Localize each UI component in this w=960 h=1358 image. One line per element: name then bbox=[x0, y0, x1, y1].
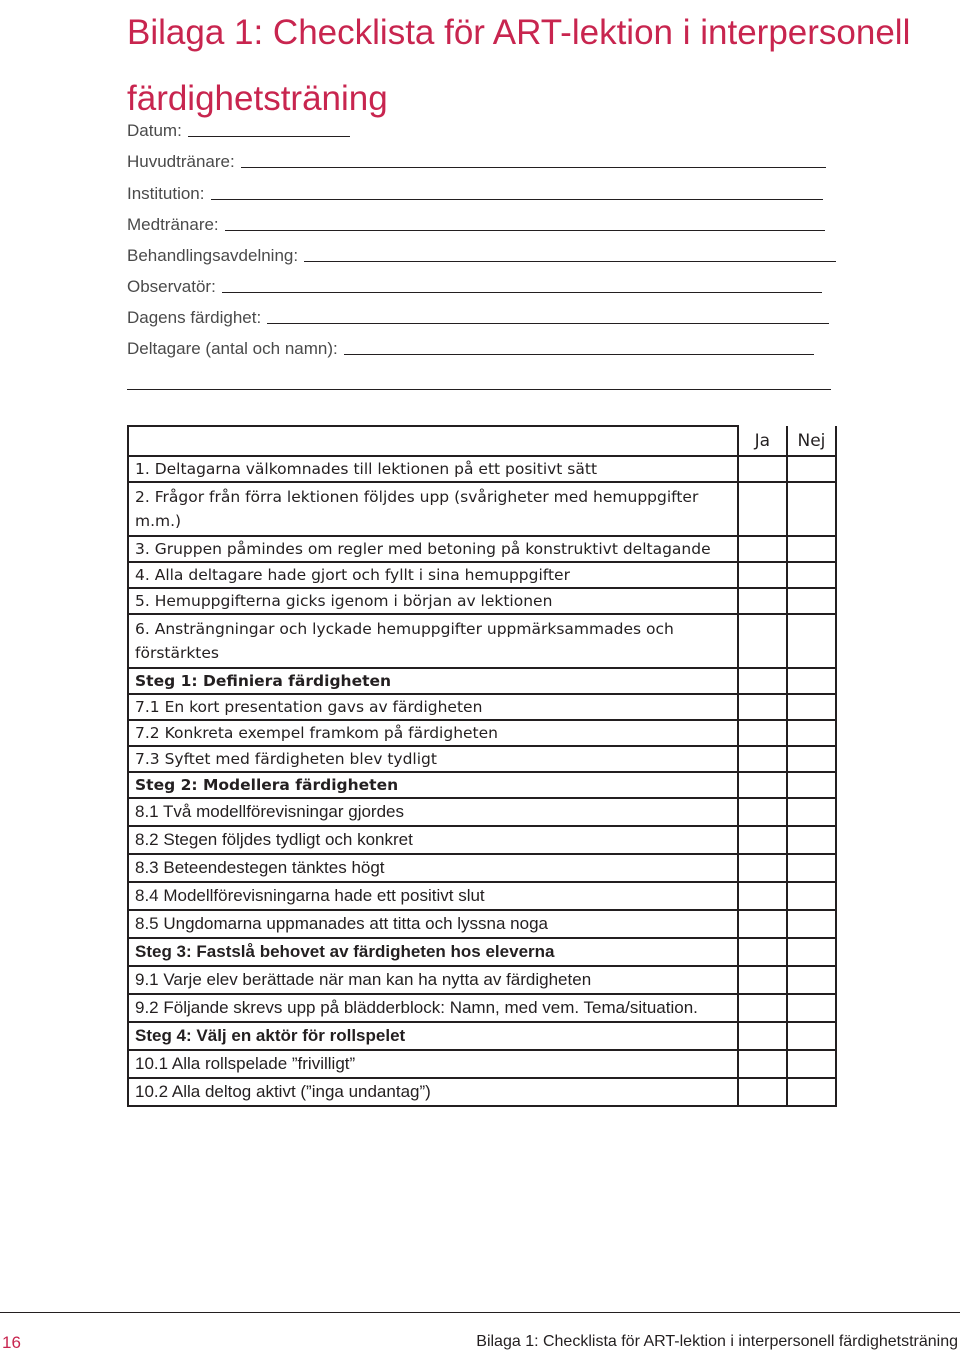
checklist-item: 10.1 Alla rollspelade ”frivilligt” bbox=[128, 1050, 738, 1078]
checkbox-nej[interactable] bbox=[787, 1022, 836, 1050]
checkbox-ja[interactable] bbox=[738, 614, 787, 668]
checkbox-nej[interactable] bbox=[787, 694, 836, 720]
checkbox-ja[interactable] bbox=[738, 938, 787, 966]
checkbox-ja[interactable] bbox=[738, 694, 787, 720]
field-label: Deltagare (antal och namn): bbox=[127, 339, 338, 358]
checkbox-nej[interactable] bbox=[787, 562, 836, 588]
datum-input-line[interactable] bbox=[188, 136, 350, 137]
checkbox-ja[interactable] bbox=[738, 882, 787, 910]
step-heading: Steg 3: Fastslå behovet av färdigheten hos eleverna bbox=[128, 938, 738, 966]
checklist-item: 8.5 Ungdomarna uppmanades att titta och lyssna noga bbox=[128, 910, 738, 938]
checkbox-ja[interactable] bbox=[738, 826, 787, 854]
checkbox-nej[interactable] bbox=[787, 772, 836, 798]
field-label: Medtränare: bbox=[127, 215, 219, 234]
checkbox-ja[interactable] bbox=[738, 746, 787, 772]
checklist-item: 7.2 Konkreta exempel framkom på färdigheten bbox=[128, 720, 738, 746]
field-huvudtranare bbox=[127, 148, 826, 172]
checkbox-nej[interactable] bbox=[787, 1050, 836, 1078]
checklist-item: 10.2 Alla deltog aktivt (”inga undantag”) bbox=[128, 1078, 738, 1106]
checkbox-ja[interactable] bbox=[738, 1078, 787, 1106]
checklist-item: 1. Deltagarna välkomnades till lektionen på ett positivt sätt bbox=[128, 456, 738, 482]
step-heading: Steg 1: Definiera färdigheten bbox=[128, 668, 738, 694]
footer-divider bbox=[0, 1312, 960, 1313]
checkbox-nej[interactable] bbox=[787, 536, 836, 562]
field-label: Institution: bbox=[127, 184, 205, 203]
checklist-item: 3. Gruppen påmindes om regler med betoning på konstruktivt deltagande bbox=[128, 536, 738, 562]
checklist-item: 9.2 Följande skrevs upp på blädderblock: Namn, med vem. Tema/situation. bbox=[128, 994, 738, 1022]
observator-input-line[interactable] bbox=[222, 292, 822, 293]
institution-input-line[interactable] bbox=[211, 199, 823, 200]
field-label: Datum: bbox=[127, 121, 182, 140]
checkbox-ja[interactable] bbox=[738, 588, 787, 614]
huvudtranare-input-line[interactable] bbox=[241, 167, 826, 168]
field-dagens-fardighet bbox=[127, 304, 829, 328]
field-label: Behandlingsavdelning: bbox=[127, 246, 299, 265]
checklist-item: 9.1 Varje elev berättade när man kan ha nytta av färdigheten bbox=[128, 966, 738, 994]
checkbox-nej[interactable] bbox=[787, 994, 836, 1022]
checkbox-nej[interactable] bbox=[787, 1078, 836, 1106]
checkbox-nej[interactable] bbox=[787, 456, 836, 482]
checkbox-nej[interactable] bbox=[787, 938, 836, 966]
checkbox-ja[interactable] bbox=[738, 562, 787, 588]
checkbox-ja[interactable] bbox=[738, 798, 787, 826]
checkbox-ja[interactable] bbox=[738, 772, 787, 798]
dagens-fardighet-input-line[interactable] bbox=[267, 323, 829, 324]
header-spacer bbox=[128, 426, 738, 456]
checkbox-ja[interactable] bbox=[738, 854, 787, 882]
checklist-item: 5. Hemuppgifterna gicks igenom i början av lektionen bbox=[128, 588, 738, 614]
deltagare-extra-line[interactable] bbox=[127, 389, 831, 390]
page-number: 16 bbox=[2, 1333, 21, 1352]
field-label: Dagens färdighet: bbox=[127, 308, 262, 327]
checkbox-nej[interactable] bbox=[787, 482, 836, 536]
checkbox-ja[interactable] bbox=[738, 966, 787, 994]
medtranare-input-line[interactable] bbox=[225, 230, 825, 231]
step-heading: Steg 4: Välj en aktör för rollspelet bbox=[128, 1022, 738, 1050]
checklist-item: 7.1 En kort presentation gavs av färdigheten bbox=[128, 694, 738, 720]
checklist-item: 7.3 Syftet med färdigheten blev tydligt bbox=[128, 746, 738, 772]
checkbox-nej[interactable] bbox=[787, 910, 836, 938]
field-medtranare bbox=[127, 211, 825, 235]
field-datum bbox=[127, 117, 350, 141]
field-observator bbox=[127, 273, 822, 297]
checklist-item: 4. Alla deltagare hade gjort och fyllt i sina hemuppgifter bbox=[128, 562, 738, 588]
checkbox-ja[interactable] bbox=[738, 910, 787, 938]
checkbox-nej[interactable] bbox=[787, 588, 836, 614]
behandlingsavdelning-input-line[interactable] bbox=[304, 261, 836, 262]
checklist-item: 8.4 Modellförevisningarna hade ett positivt slut bbox=[128, 882, 738, 910]
checkbox-nej[interactable] bbox=[787, 882, 836, 910]
col-header-nej: Nej bbox=[787, 426, 836, 456]
field-behandlingsavdelning bbox=[127, 242, 836, 266]
checkbox-nej[interactable] bbox=[787, 854, 836, 882]
field-institution bbox=[127, 180, 823, 204]
checkbox-nej[interactable] bbox=[787, 614, 836, 668]
checkbox-nej[interactable] bbox=[787, 746, 836, 772]
checkbox-ja[interactable] bbox=[738, 482, 787, 536]
checklist-item: 2. Frågor från förra lektionen följdes upp (svårigheter med hemuppgifter m.m.) bbox=[128, 482, 738, 536]
checkbox-ja[interactable] bbox=[738, 536, 787, 562]
checkbox-ja[interactable] bbox=[738, 1050, 787, 1078]
checkbox-ja[interactable] bbox=[738, 668, 787, 694]
checkbox-nej[interactable] bbox=[787, 798, 836, 826]
checklist-item: 6. Ansträngningar och lyckade hemuppgifter uppmärksammades och förstärktes bbox=[128, 614, 738, 668]
checklist-item: 8.1 Två modellförevisningar gjordes bbox=[128, 798, 738, 826]
checkbox-ja[interactable] bbox=[738, 720, 787, 746]
col-header-ja: Ja bbox=[738, 426, 787, 456]
running-footer: Bilaga 1: Checklista för ART-lektion i interpersonell färdighetsträning bbox=[476, 1333, 958, 1350]
checklist-table bbox=[127, 425, 837, 1107]
step-heading: Steg 2: Modellera färdigheten bbox=[128, 772, 738, 798]
checkbox-nej[interactable] bbox=[787, 826, 836, 854]
field-deltagare bbox=[127, 335, 814, 359]
page-title: Bilaga 1: Checklista för ART-lektion i interpersonell färdighetsträning bbox=[127, 13, 911, 118]
checklist-item: 8.2 Stegen följdes tydligt och konkret bbox=[128, 826, 738, 854]
checklist-item: 8.3 Beteendestegen tänktes högt bbox=[128, 854, 738, 882]
field-label: Observatör: bbox=[127, 277, 216, 296]
checkbox-nej[interactable] bbox=[787, 966, 836, 994]
checkbox-nej[interactable] bbox=[787, 668, 836, 694]
checklist-header-row bbox=[128, 426, 836, 456]
checkbox-ja[interactable] bbox=[738, 994, 787, 1022]
checkbox-ja[interactable] bbox=[738, 456, 787, 482]
field-label: Huvudtränare: bbox=[127, 152, 235, 171]
deltagare-input-line[interactable] bbox=[344, 354, 814, 355]
checkbox-nej[interactable] bbox=[787, 720, 836, 746]
checkbox-ja[interactable] bbox=[738, 1022, 787, 1050]
